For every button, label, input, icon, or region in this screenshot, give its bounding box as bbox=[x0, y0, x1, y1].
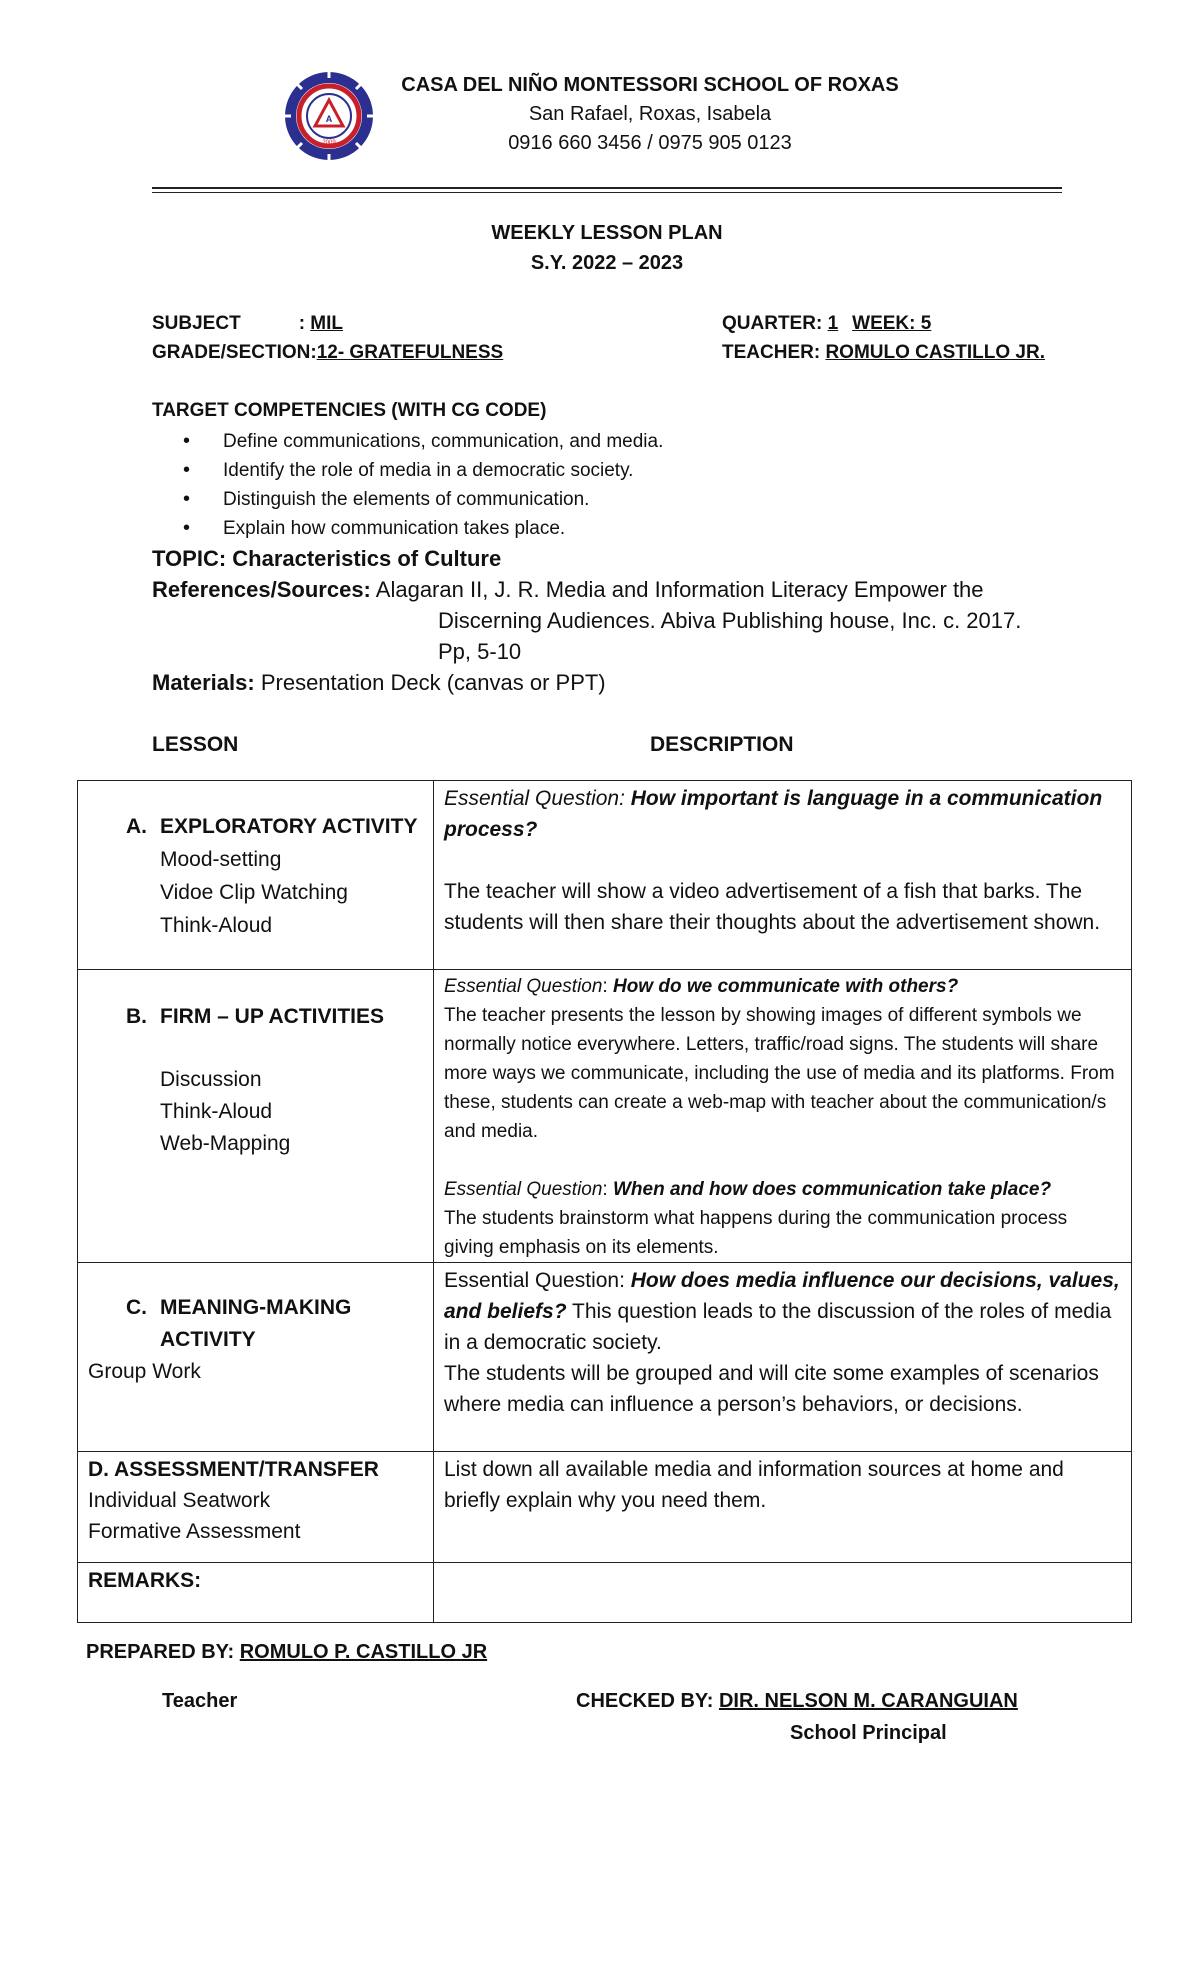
prepared-role: Teacher bbox=[162, 1690, 238, 1712]
prepared-name: ROMULO P. CASTILLO JR bbox=[239, 1641, 488, 1663]
list-item: • Define communications, communication, and media. bbox=[152, 427, 663, 456]
eq-label: Essential Question: bbox=[444, 787, 631, 810]
remarks-cell bbox=[434, 1563, 1132, 1623]
svg-text:A: A bbox=[325, 114, 333, 124]
school-year: S.Y. 2022 – 2023 bbox=[530, 252, 684, 274]
row-b-description: The teacher presents the lesson by showing images of different symbols we normally notice everywhere. Letters, traffic/road signs. The students will share more ways we communicate, including the use of media and its platforms. From these, students can create a web-map with teacher about the communication/s and media. bbox=[444, 1005, 1115, 1142]
essential-question bbox=[444, 783, 1121, 845]
list-item: Individual Seatwork bbox=[88, 1489, 271, 1512]
topic: TOPIC: Characteristics of Culture bbox=[152, 546, 502, 571]
grade-label: GRADE/SECTION: bbox=[152, 342, 317, 363]
table-row bbox=[78, 1263, 1132, 1452]
table-row bbox=[78, 970, 1132, 1263]
row-d-title: D. ASSESSMENT/TRANSFER bbox=[88, 1458, 379, 1481]
row-b-description-2: The students brainstorm what happens during the communication process giving emphasis on its elements. bbox=[444, 1208, 1068, 1258]
list-item: Mood-setting bbox=[160, 848, 282, 871]
list-item: Group Work bbox=[88, 1360, 201, 1383]
prepared-by bbox=[86, 1641, 487, 1664]
remarks-label: REMARKS: bbox=[88, 1569, 202, 1592]
references-line1: Alagaran II, J. R. Media and Information Literacy Empower the bbox=[370, 577, 984, 602]
school-phone: 0916 660 3456 / 0975 905 0123 bbox=[508, 132, 792, 154]
list-item: Think-Aloud bbox=[160, 1100, 273, 1123]
lesson-cell bbox=[78, 781, 434, 970]
svg-text:2009: 2009 bbox=[322, 140, 336, 146]
competencies-heading: TARGET COMPETENCIES (WITH CG CODE) bbox=[152, 400, 547, 421]
col-description: DESCRIPTION bbox=[650, 733, 794, 756]
row-c-description: The students will be grouped and will cite some examples of scenarios where media can influence a person’s behaviors, or decisions. bbox=[444, 1362, 1099, 1416]
lesson-cell bbox=[78, 970, 434, 1263]
teacher-label: TEACHER: bbox=[722, 342, 826, 363]
col-lesson: LESSON bbox=[152, 733, 239, 756]
references-line2: Discerning Audiences. Abiva Publishing house, Inc. c. 2017. bbox=[438, 608, 1022, 633]
row-b-letter: B. bbox=[126, 1005, 147, 1028]
subject-row bbox=[152, 313, 343, 335]
header-divider-thin bbox=[152, 192, 1062, 193]
grade-row bbox=[152, 342, 503, 364]
doc-title: WEEKLY LESSON PLAN bbox=[491, 222, 723, 244]
description-cell bbox=[434, 970, 1132, 1263]
table-row bbox=[78, 1452, 1132, 1563]
school-name: CASA DEL NIÑO MONTESSORI SCHOOL OF ROXAS bbox=[401, 74, 899, 96]
description-cell bbox=[434, 1263, 1132, 1452]
quarter-row bbox=[722, 313, 931, 335]
eq-label: Essential Question bbox=[444, 976, 603, 997]
eq-text: How does media influence our decisions, values, and beliefs? bbox=[444, 1269, 1120, 1323]
eq-colon: : bbox=[602, 1179, 613, 1200]
row-c-title-2: ACTIVITY bbox=[160, 1328, 256, 1351]
quarter-value: 1 bbox=[827, 313, 839, 334]
table-row bbox=[78, 1563, 1132, 1623]
list-item: Web-Mapping bbox=[160, 1132, 291, 1155]
school-address: San Rafael, Roxas, Isabela bbox=[528, 103, 772, 125]
header-divider bbox=[152, 187, 1062, 189]
teacher-value: ROMULO CASTILLO JR. bbox=[825, 342, 1046, 363]
checked-by bbox=[576, 1690, 1018, 1713]
table-row bbox=[78, 781, 1132, 970]
essential-question bbox=[444, 972, 1121, 1001]
description-cell bbox=[434, 781, 1132, 970]
lesson-cell bbox=[78, 1563, 434, 1623]
prepared-label: PREPARED BY: bbox=[86, 1641, 240, 1663]
eq-text: When and how does communication take place? bbox=[612, 1179, 1052, 1200]
checked-label: CHECKED BY: bbox=[576, 1690, 719, 1712]
eq-label: Essential Question: bbox=[444, 1269, 631, 1292]
list-item: Discussion bbox=[160, 1068, 262, 1091]
week-label: WEEK: 5 bbox=[852, 313, 932, 334]
eq-inline-desc: This question leads to the discussion of the roles of media in a democratic society. bbox=[444, 1300, 1112, 1354]
list-item: Vidoe Clip Watching bbox=[160, 881, 348, 904]
description-cell bbox=[434, 1452, 1132, 1563]
row-c-title: MEANING-MAKING bbox=[160, 1296, 352, 1319]
list-item: • Explain how communication takes place. bbox=[152, 514, 663, 543]
eq-colon: : bbox=[602, 976, 613, 997]
row-a-title: EXPLORATORY ACTIVITY bbox=[160, 815, 418, 838]
essential-question bbox=[444, 1265, 1121, 1358]
list-item: • Distinguish the elements of communication. bbox=[152, 485, 663, 514]
checked-role: School Principal bbox=[790, 1722, 947, 1744]
eq-text: How do we communicate with others? bbox=[612, 976, 959, 997]
row-c-letter: C. bbox=[126, 1296, 147, 1319]
subject-value: MIL bbox=[310, 313, 344, 334]
checked-name: DIR. NELSON M. CARANGUIAN bbox=[718, 1690, 1018, 1712]
lesson-table bbox=[77, 780, 1132, 1623]
list-item: • Identify the role of media in a democratic society. bbox=[152, 456, 663, 485]
references-label: References/Sources: bbox=[152, 577, 371, 602]
lesson-cell bbox=[78, 1263, 434, 1452]
teacher-row bbox=[722, 342, 1045, 364]
eq-label: Essential Question bbox=[444, 1179, 603, 1200]
competencies-list bbox=[152, 427, 663, 543]
row-a-description: The teacher will show a video advertisement of a fish that barks. The students will then share their thoughts about the advertisement shown. bbox=[444, 880, 1101, 934]
materials-label: Materials: bbox=[152, 670, 255, 695]
row-b-title: FIRM – UP ACTIVITIES bbox=[160, 1005, 385, 1028]
references-line3: Pp, 5-10 bbox=[438, 639, 522, 664]
row-a-letter: A. bbox=[126, 815, 147, 838]
remarks-value bbox=[434, 1563, 1131, 1565]
grade-value: 12- GRATEFULNESS bbox=[316, 342, 504, 363]
references bbox=[152, 577, 984, 603]
essential-question bbox=[444, 1175, 1121, 1204]
subject-sep: : bbox=[298, 313, 311, 334]
eq-text: How important is language in a communication process? bbox=[444, 787, 1103, 841]
quarter-label: QUARTER: bbox=[722, 313, 828, 334]
list-item: Formative Assessment bbox=[88, 1520, 301, 1543]
materials bbox=[152, 670, 606, 696]
subject-label: SUBJECT bbox=[152, 313, 241, 334]
list-item: Think-Aloud bbox=[160, 914, 273, 937]
materials-value: Presentation Deck (canvas or PPT) bbox=[254, 670, 606, 695]
row-d-description: List down all available media and information sources at home and briefly explain why you need them. bbox=[444, 1458, 1064, 1512]
lesson-cell bbox=[78, 1452, 434, 1563]
